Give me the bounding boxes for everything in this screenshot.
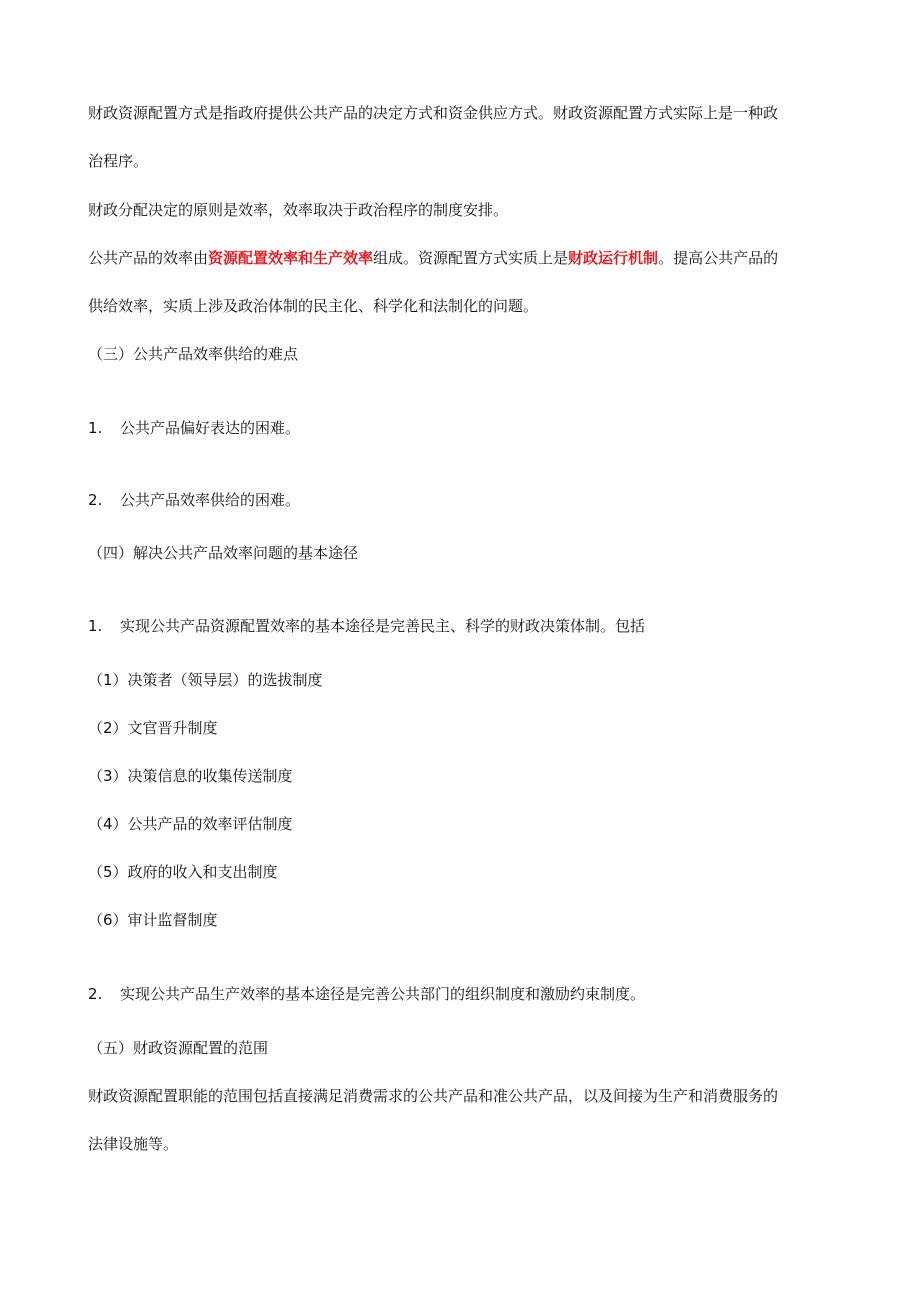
paragraph-1-line-2: 治程序。 xyxy=(88,152,149,170)
list-item xyxy=(88,984,645,1004)
sub-item: （1）决策者（领导层）的选拔制度 xyxy=(88,671,323,689)
paragraph-3-text-2: 组成。资源配置方式实质上是 xyxy=(373,249,569,267)
list-item-number: 2. xyxy=(88,985,103,1003)
list-item xyxy=(88,418,300,438)
sub-item: （5）政府的收入和支出制度 xyxy=(88,863,278,881)
list-item-text: 实现公共产品生产效率的基本途径是完善公共部门的组织制度和激励约束制度。 xyxy=(120,985,646,1003)
sub-item: （4）公共产品的效率评估制度 xyxy=(88,815,293,833)
sub-item: （3）决策信息的收集传送制度 xyxy=(88,767,293,785)
list-item-number: 1. xyxy=(88,419,103,437)
sub-item: （2）文官晋升制度 xyxy=(88,719,218,737)
list-item-text: 公共产品偏好表达的困难。 xyxy=(120,419,301,437)
list-item xyxy=(88,490,300,510)
list-item-text: 公共产品效率供给的困难。 xyxy=(120,491,301,509)
list-item-text: 实现公共产品资源配置效率的基本途径是完善民主、科学的财政决策体制。包括 xyxy=(120,617,646,635)
highlight-mechanism: 财政运行机制 xyxy=(568,249,659,267)
paragraph-3-text-3: 。提高公共产品的 xyxy=(658,249,779,267)
section-3-heading: （三）公共产品效率供给的难点 xyxy=(88,345,299,363)
paragraph-3-line-1 xyxy=(88,248,778,268)
paragraph-5-line-2: 法律设施等。 xyxy=(88,1135,179,1153)
paragraph-2: 财政分配决定的原则是效率，效率取决于政治程序的制度安排。 xyxy=(88,201,509,219)
section-5-heading: （五）财政资源配置的范围 xyxy=(88,1039,269,1057)
section-4-heading: （四）解决公共产品效率问题的基本途径 xyxy=(88,544,359,562)
highlight-efficiency: 资源配置效率和生产效率 xyxy=(208,249,374,267)
paragraph-3-text-1: 公共产品的效率由 xyxy=(88,249,209,267)
list-item xyxy=(88,616,645,636)
list-item-number: 1. xyxy=(88,617,103,635)
paragraph-1-line-1: 财政资源配置方式是指政府提供公共产品的决定方式和资金供应方式。财政资源配置方式实际上是一种政 xyxy=(88,104,779,122)
paragraph-5-line-1: 财政资源配置职能的范围包括直接满足消费需求的公共产品和准公共产品，以及间接为生产和消费服务的 xyxy=(88,1087,779,1105)
sub-item: （6）审计监督制度 xyxy=(88,911,218,929)
paragraph-3-line-2: 供给效率，实质上涉及政治体制的民主化、科学化和法制化的问题。 xyxy=(88,297,539,315)
list-item-number: 2. xyxy=(88,491,103,509)
